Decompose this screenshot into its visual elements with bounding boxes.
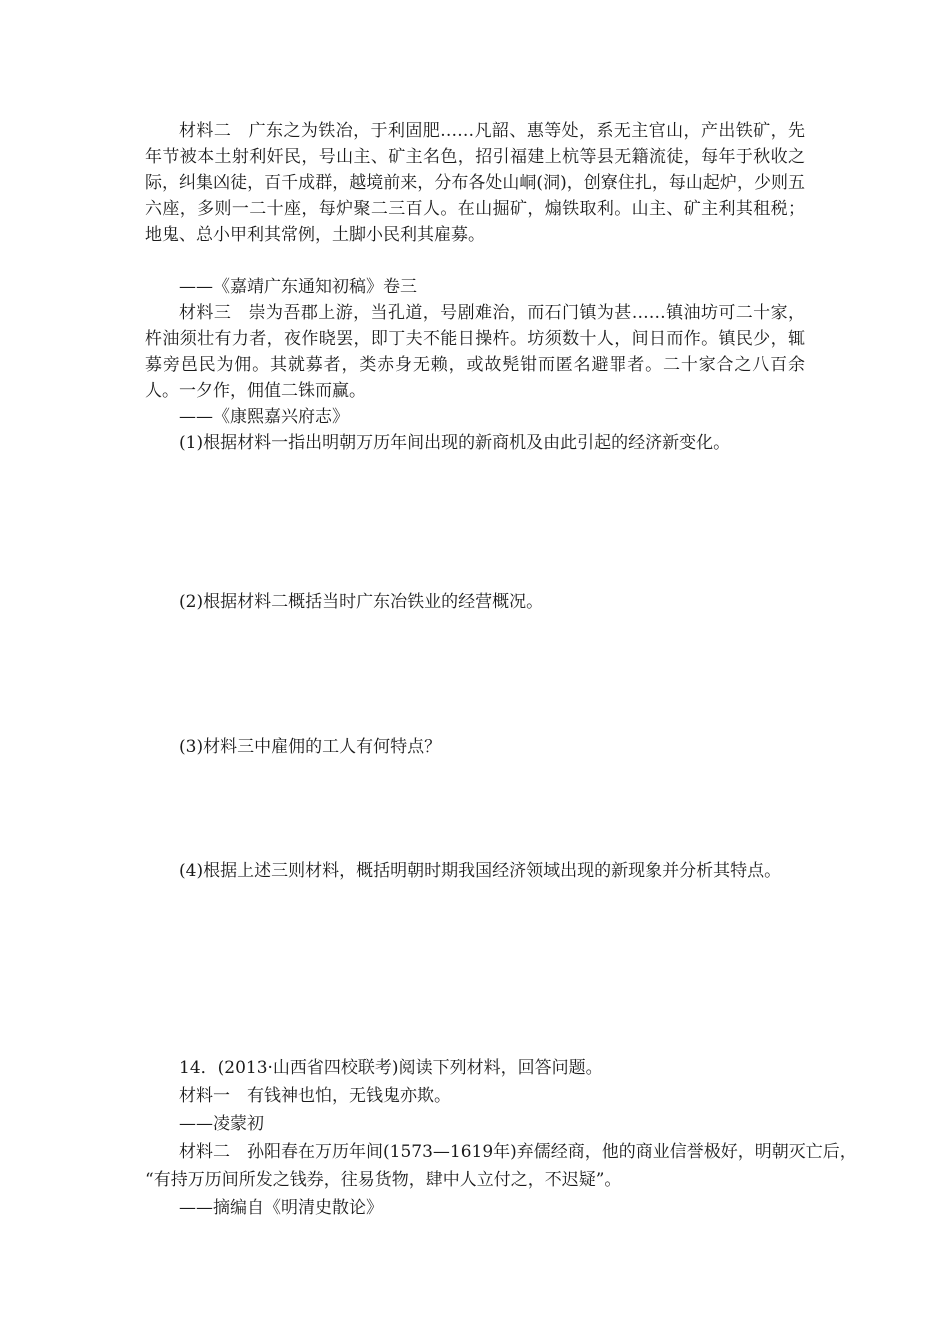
material-two-paragraph: 材料二 广东之为铁冶，于利固肥……凡韶、惠等处，系无主官山，产出铁矿，先年节被本土射利奸民，号山主、矿主名色，招引福建上杭等县无籍流徒，每年于秋收之际，纠集凶徒，百千成群，越境前来，分布各处山峒(洞)，创寮住扎，每山起炉，少则五六座，多则一二十座，每炉聚二三百人。在山掘矿，煽铁取利。山主、矿主利其租税；地鬼、总小甲利其常例，土脚小民利其雇募。 xyxy=(145,121,805,245)
question-14-source-two: ——摘编自《明清史散论》 xyxy=(179,1198,383,1218)
question-2: (2)根据材料二概括当时广东冶铁业的经营概况。 xyxy=(179,592,544,612)
question-14-material-two-line1: 材料二 孙阳春在万历年间(1573—1619年)弃儒经商，他的商业信誉极好，明朝灭亡后， xyxy=(179,1142,857,1162)
question-14-material-one: 材料一 有钱神也怕，无钱鬼亦欺。 xyxy=(179,1086,451,1106)
question-3: (3)材料三中雇佣的工人有何特点？ xyxy=(179,737,442,757)
material-three-paragraph: 材料三 崇为吾郡上游，当孔道，号剧难治，而石门镇为甚……镇油坊可二十家，杵油须壮有力者，夜作晓罢，即丁夫不能日操杵。坊须数十人，间日而作。镇民少，辄募旁邑民为佣。其就募者，类赤身无赖，或故髡钳而匿名避罪者。二十家合之八百余人。一夕作，佣值二铢而赢。 xyxy=(145,303,805,401)
question-4: (4)根据上述三则材料，概括明朝时期我国经济领域出现的新现象并分析其特点。 xyxy=(179,861,782,881)
question-1: (1)根据材料一指出明朝万历年间出现的新商机及由此引起的经济新变化。 xyxy=(179,433,731,453)
material-three-source: ——《康熙嘉兴府志》 xyxy=(179,407,349,427)
question-14-header: 14．(2013·山西省四校联考)阅读下列材料，回答问题。 xyxy=(179,1058,603,1078)
material-two-source: ——《嘉靖广东通知初稿》卷三 xyxy=(179,277,417,297)
question-14-source-one: ——凌蒙初 xyxy=(179,1114,264,1134)
question-14-material-two-line2: “有持万历间所发之钱券，往易货物，肆中人立付之，不迟疑”。 xyxy=(145,1170,622,1190)
